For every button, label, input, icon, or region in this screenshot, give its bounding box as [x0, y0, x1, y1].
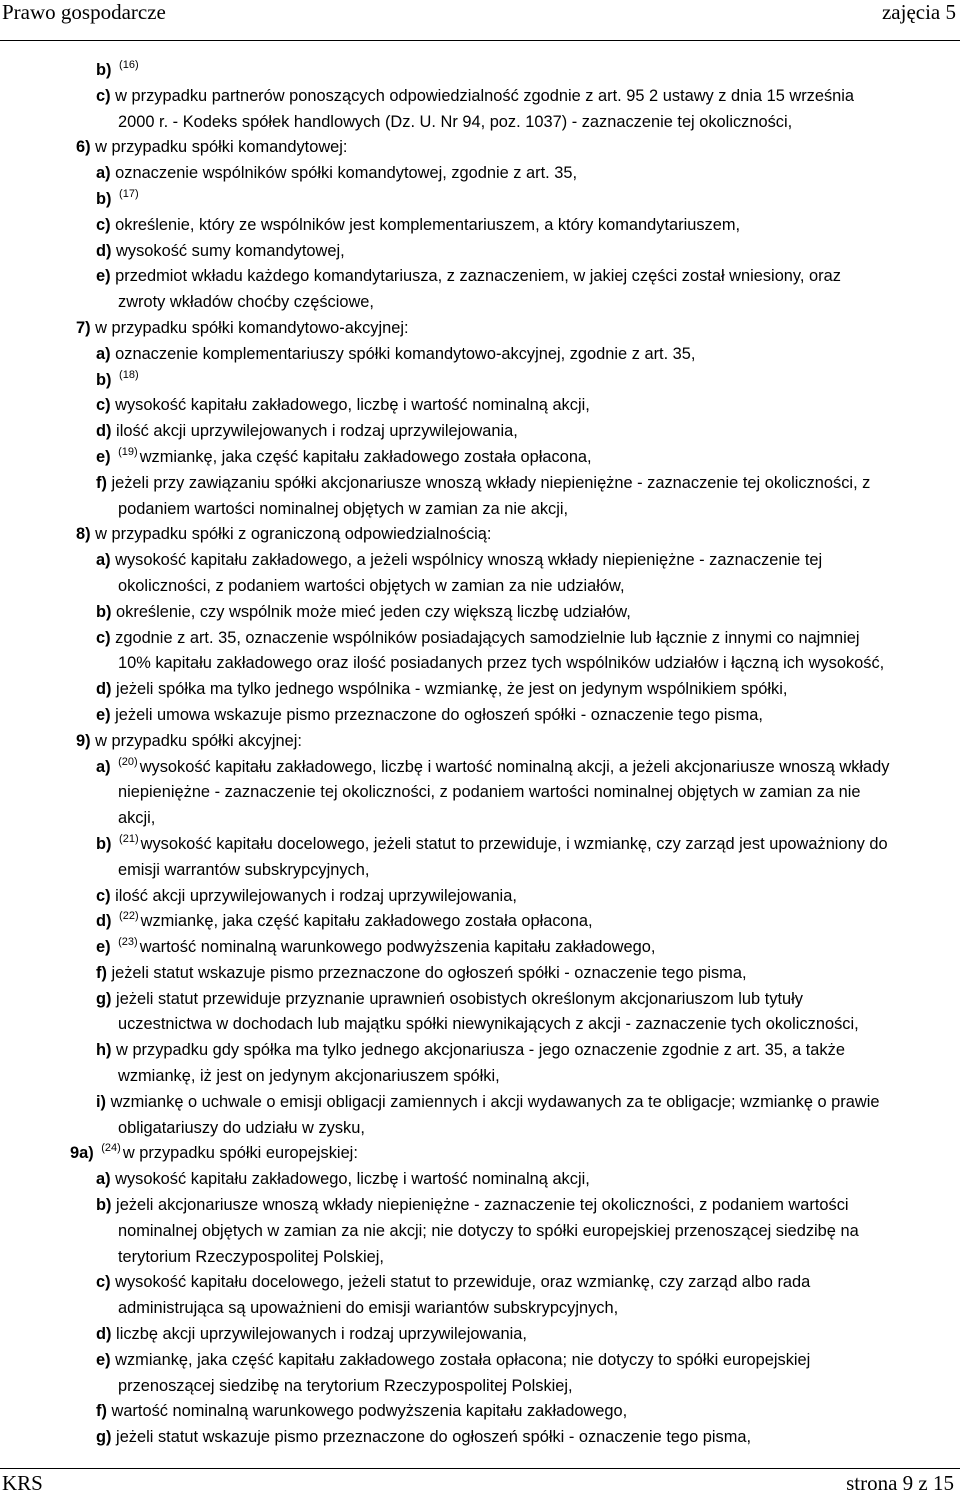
list-marker: i) [96, 1092, 107, 1111]
document-line [0, 161, 960, 187]
document-line [0, 1425, 960, 1451]
document-line [0, 471, 960, 497]
list-marker: f) [96, 963, 107, 982]
line-text: oznaczenie wspólników spółki komandytowej, zgodnie z art. 35, [115, 164, 578, 183]
footnote-ref: (22) [119, 910, 139, 923]
list-marker: 6) [76, 138, 91, 157]
line-text: jeżeli akcjonariusze wnoszą wkłady niepieniężne - zaznaczenie tej okoliczności, z podaniem wartości [116, 1196, 849, 1215]
list-marker: f) [96, 473, 107, 492]
list-marker: c) [96, 886, 111, 905]
line-text: jeżeli statut przewiduje przyznanie uprawnień osobistych określonym akcjonariuszom lub tytuły [116, 989, 803, 1008]
line-text: w przypadku spółki komandytowo-akcyjnej: [95, 318, 409, 337]
document-line [0, 858, 960, 884]
document-line [0, 961, 960, 987]
list-marker: h) [96, 1041, 112, 1060]
line-text: jeżeli statut wskazuje pismo przeznaczone do ogłoszeń spółki - oznaczenie tego pisma, [111, 963, 747, 982]
line-text: wysokość kapitału docelowego, jeżeli statut to przewiduje, oraz wzmiankę, czy zarząd albo rada [115, 1273, 811, 1292]
line-text: przenoszącej siedzibę na terytorium Rzeczypospolitej Polskiej, [118, 1376, 573, 1395]
line-text: liczbę akcji uprzywilejowanych i rodzaj uprzywilejowania, [116, 1325, 527, 1344]
list-marker: e) [96, 447, 111, 466]
list-marker: d) [96, 680, 112, 699]
list-marker: a) [96, 757, 111, 776]
document-line [0, 1348, 960, 1374]
footnote-ref: (24) [101, 1142, 121, 1155]
document-body [0, 58, 960, 1451]
footnote-ref: (16) [119, 59, 139, 71]
list-marker: e) [96, 938, 111, 957]
document-line [0, 1270, 960, 1296]
list-marker: d) [96, 422, 112, 441]
line-text: jeżeli spółka ma tylko jednego wspólnika - wzmiankę, że jest on jedynym wspólnikiem spółki, [116, 680, 788, 699]
line-text: wzmiankę, jaka część kapitału zakładowego została opłacona, [139, 447, 592, 466]
list-marker: g) [96, 1428, 112, 1447]
list-marker: d) [96, 1325, 112, 1344]
line-text: w przypadku partnerów ponoszących odpowiedzialność zgodnie z art. 95 2 ustawy z dnia 15 września [115, 86, 855, 105]
page-header [0, 0, 960, 41]
document-line [0, 1064, 960, 1090]
header-title: Prawo gospodarcze [2, 0, 166, 24]
footnote-ref: (17) [119, 187, 139, 200]
line-text: wzmiankę, iż jest on jedynym akcjonariuszem spółki, [118, 1067, 500, 1086]
list-marker: c) [96, 215, 111, 234]
footnote-ref: (23) [118, 936, 138, 949]
line-text: zwroty wkładów choćby częściowe, [118, 293, 374, 312]
list-marker: c) [96, 1273, 111, 1292]
list-marker: b) [96, 602, 112, 621]
document-line [0, 1399, 960, 1425]
line-text: administrująca są upoważnieni do emisji wariantów subskrypcyjnych, [118, 1299, 619, 1318]
list-marker: f) [96, 1402, 107, 1421]
list-marker: b) [96, 61, 112, 79]
footnote-ref: (21) [119, 832, 139, 845]
line-text: wysokość kapitału zakładowego, liczbę i wartość nominalną akcji, [115, 396, 590, 415]
document-line [0, 1219, 960, 1245]
list-marker: g) [96, 989, 112, 1008]
document-line [0, 1193, 960, 1219]
line-text: przedmiot wkładu każdego komandytariusza, z zaznaczeniem, w jakiej części został wniesiony, oraz [115, 267, 841, 286]
document-line [0, 1012, 960, 1038]
line-text: wysokość kapitału zakładowego, liczbę i wartość nominalną akcji, a jeżeli akcjonariusze wnoszą wkłady [139, 757, 890, 776]
list-marker: 7) [76, 318, 91, 337]
line-text: nominalnej objętych w zamian za nie akcji; nie dotyczy to spółki europejskiej przenoszącej siedzibę na [118, 1221, 859, 1240]
line-text: w przypadku spółki komandytowej: [95, 138, 348, 157]
document-line [0, 419, 960, 445]
document-line [0, 626, 960, 652]
line-text: w przypadku spółki z ograniczoną odpowiedzialnością: [95, 525, 492, 544]
document-line [0, 806, 960, 832]
document-line [0, 729, 960, 755]
list-marker: 9) [76, 731, 91, 750]
document-line [0, 522, 960, 548]
line-text: wzmiankę o uchwale o emisji obligacji zamiennych i akcji wydawanych za te obligacje; wzmiankę o prawie [110, 1092, 880, 1111]
list-marker: e) [96, 1350, 111, 1369]
line-text: podaniem wartości nominalnej objętych w zamian za nie akcji, [118, 499, 569, 518]
line-text: w przypadku spółki europejskiej: [122, 1144, 358, 1163]
line-text: wysokość kapitału zakładowego, liczbę i wartość nominalną akcji, [115, 1170, 590, 1189]
line-text: jeżeli statut wskazuje pismo przeznaczone do ogłoszeń spółki - oznaczenie tego pisma, [116, 1428, 752, 1447]
list-marker: e) [96, 267, 111, 286]
list-marker: c) [96, 86, 111, 105]
line-text: wysokość sumy komandytowej, [116, 241, 345, 260]
list-marker: e) [96, 705, 111, 724]
document-line [0, 393, 960, 419]
document-line [0, 239, 960, 265]
document-line [0, 368, 960, 394]
line-text: oznaczenie komplementariuszy spółki komandytowo-akcyjnej, zgodnie z art. 35, [115, 344, 696, 363]
footnote-ref: (18) [119, 368, 139, 381]
document-line [0, 574, 960, 600]
line-text: ilość akcji uprzywilejowanych i rodzaj uprzywilejowania, [116, 422, 518, 441]
list-marker: 9a) [70, 1144, 94, 1163]
list-marker: a) [96, 1170, 111, 1189]
line-text: jeżeli przy zawiązaniu spółki akcjonariusze wnoszą wkłady niepieniężne - zaznaczenie tej okoliczności, z [111, 473, 871, 492]
document-line [0, 909, 960, 935]
document-line [0, 135, 960, 161]
list-marker: c) [96, 628, 111, 647]
document-line [0, 84, 960, 110]
document-line [0, 497, 960, 523]
line-text: wartość nominalną warunkowego podwyższenia kapitału zakładowego, [111, 1402, 628, 1421]
document-line [0, 264, 960, 290]
line-text: ilość akcji uprzywilejowanych i rodzaj uprzywilejowania, [115, 886, 517, 905]
document-line [0, 677, 960, 703]
line-text: akcji, [118, 809, 156, 828]
list-marker: c) [96, 396, 111, 415]
list-marker: a) [96, 344, 111, 363]
line-text: w przypadku gdy spółka ma tylko jednego akcjonariusza - jego oznaczenie zgodnie z art. 35, a także [116, 1041, 845, 1060]
document-line [0, 703, 960, 729]
document-line [0, 342, 960, 368]
list-marker: b) [96, 370, 112, 389]
list-marker: d) [96, 912, 112, 931]
document-line [0, 1090, 960, 1116]
document-line [0, 884, 960, 910]
header-section: zajęcia 5 [881, 0, 956, 24]
line-text: określenie, który ze wspólników jest komplementariuszem, a który komandytariuszem, [115, 215, 741, 234]
list-marker: 8) [76, 525, 91, 544]
document-line [0, 1296, 960, 1322]
document-line [0, 1116, 960, 1142]
line-text: emisji warrantów subskrypcyjnych, [118, 860, 370, 879]
footnote-ref: (19) [118, 445, 138, 458]
line-text: wartość nominalną warunkowego podwyższenia kapitału zakładowego, [139, 938, 656, 957]
document-line [0, 1141, 960, 1167]
list-marker: b) [96, 1196, 112, 1215]
document-line [0, 987, 960, 1013]
document-line [0, 1322, 960, 1348]
document-line [0, 651, 960, 677]
line-text: wzmiankę, jaka część kapitału zakładowego została opłacona; nie dotyczy to spółki europejskiej [115, 1350, 811, 1369]
document-line [0, 755, 960, 781]
document-line [0, 1167, 960, 1193]
document-line [0, 58, 960, 84]
document-line [0, 1374, 960, 1400]
line-text: okoliczności, z podaniem wartości objętych w zamian za nie udziałów, [118, 576, 625, 595]
line-text: terytorium Rzeczypospolitej Polskiej, [118, 1247, 384, 1266]
line-text: obligatariuszy do udziału w zysku, [118, 1118, 365, 1137]
list-marker: a) [96, 164, 111, 183]
document-line [0, 1245, 960, 1271]
line-text: wysokość kapitału docelowego, jeżeli statut to przewiduje, i wzmiankę, czy zarząd jest upoważniony do [140, 834, 888, 853]
line-text: określenie, czy wspólnik może mieć jeden czy większą liczbę udziałów, [116, 602, 631, 621]
list-marker: b) [96, 189, 112, 208]
document-line [0, 548, 960, 574]
line-text: 2000 r. - Kodeks spółek handlowych (Dz. U. Nr 94, poz. 1037) - zaznaczenie tej okoliczności, [118, 112, 793, 131]
document-line [0, 832, 960, 858]
list-marker: a) [96, 551, 111, 570]
document-line [0, 780, 960, 806]
line-text: uczestnictwa w dochodach lub majątku spółki niewynikających z akcji - zaznaczenie tych okoliczności, [118, 1015, 859, 1034]
document-line [0, 316, 960, 342]
line-text: zgodnie z art. 35, oznaczenie wspólników posiadających samodzielnie lub łącznie z innymi co najmniej [115, 628, 860, 647]
document-line [0, 445, 960, 471]
page-number: strona 9 z 15 [846, 1471, 954, 1495]
line-text: wysokość kapitału zakładowego, a jeżeli wspólnicy wnoszą wkłady niepieniężne - zaznaczenie tej [115, 551, 823, 570]
footnote-ref: (20) [118, 755, 138, 768]
footer-label: KRS [2, 1471, 43, 1495]
document-line [0, 290, 960, 316]
page-footer [0, 1468, 960, 1494]
line-text: wzmiankę, jaka część kapitału zakładowego została opłacona, [140, 912, 593, 931]
document-line [0, 213, 960, 239]
line-text: 10% kapitału zakładowego oraz ilość posiadanych przez tych wspólników udziałów i łączną ich wysokość, [118, 654, 885, 673]
list-marker: b) [96, 834, 112, 853]
document-line [0, 600, 960, 626]
document-line [0, 1038, 960, 1064]
line-text: niepieniężne - zaznaczenie tej okoliczności, z podaniem wartości nominalnej objętych w zamian za nie [118, 783, 861, 802]
document-line [0, 187, 960, 213]
line-text: w przypadku spółki akcyjnej: [95, 731, 302, 750]
list-marker: d) [96, 241, 112, 260]
document-line [0, 935, 960, 961]
line-text: jeżeli umowa wskazuje pismo przeznaczone do ogłoszeń spółki - oznaczenie tego pisma, [115, 705, 763, 724]
document-line [0, 110, 960, 136]
